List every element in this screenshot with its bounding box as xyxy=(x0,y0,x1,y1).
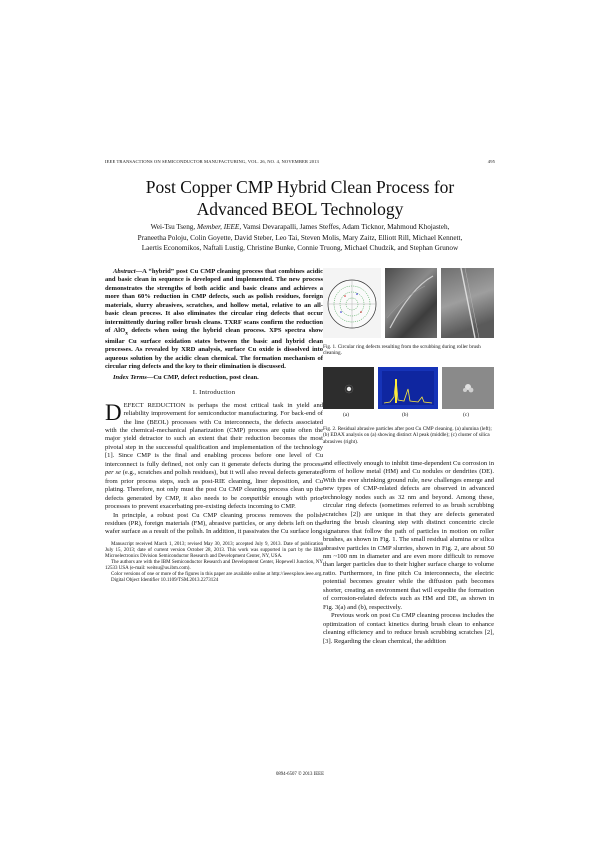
intro-p1-italic: per se xyxy=(105,469,121,477)
intro-paragraph-2: In principle, a robust post Cu CMP cleaning process removes the polish residues (PR), foreign materials (FM), abrasive particles, or any debris left on the wafer surface as a result of the polish. In addition, it passivates the Cu surface long xyxy=(105,511,323,536)
intro-p1-b: (e.g., scratches and polish residues), but it will also reveal defects generated from prior process steps, such as post-RIE cleaning, liner deposition, and Cu plating. Therefore, not only must the post Cu CMP cleaning process clean up the defects generated by CMP, it also needs to be xyxy=(105,469,323,502)
index-terms xyxy=(105,374,323,382)
index-terms-label: Index Terms xyxy=(113,373,147,381)
abstract xyxy=(105,268,323,372)
panel-label-b: (b) xyxy=(402,412,409,418)
index-terms-text: —Cu CMP, defect reduction, post clean. xyxy=(146,373,259,381)
figure-2-caption: Fig. 2. Residual abrasive particles after post Cu CMP cleaning. (a) alumina (left); (b) EDAX analysis on (a) showing distinct Al peak (middle); (c) cluster of silica abrasives (right). xyxy=(323,426,492,445)
panel-label-c: (c) xyxy=(463,412,469,418)
silica-cluster-image xyxy=(442,367,494,409)
member-grade: Member, IEEE xyxy=(197,223,240,231)
figure-2 xyxy=(323,367,494,410)
sem-image-scratch xyxy=(441,268,494,338)
authors-line-1-rest: , Vamsi Devarapalli, James Steffes, Adam Ticknor, Mahmoud Khojasteh, xyxy=(239,223,450,231)
figure-1 xyxy=(323,268,494,340)
abstract-subscript: x xyxy=(125,330,128,337)
authors-line-2: Praneetha Poloju, Colin Goyette, David Steber, Leo Tai, Steven Molis, Mary Zaitz, Elliott Rill, Michael Kennett, xyxy=(137,233,463,242)
drop-cap: D xyxy=(105,399,122,425)
title-line-1: Post Copper CMP Hybrid Clean Process for xyxy=(145,177,455,197)
authors-line-1 xyxy=(70,222,530,233)
left-column xyxy=(105,268,323,585)
right-column xyxy=(323,460,494,646)
intro-paragraph-1 xyxy=(105,399,323,512)
paper-title xyxy=(80,176,520,220)
panel-label-a: (a) xyxy=(343,412,349,418)
authors-line-3: Laertis Economikos, Naftali Lustig, Christine Bunke, Connie Truong, Michael Chudzik, and Stephan Grunow xyxy=(141,244,459,252)
figure-1-caption: Fig. 1. Circular ring defects resulting from the scrubbing during roller brush cleaning. xyxy=(323,344,481,357)
intro-p1-italic-2: compatible xyxy=(237,494,270,502)
right-paragraph-1: and effectively enough to inhibit time-dependent Cu corrosion in form of hollow metal (HM) and Cu nodules or dendrites (DE). With the ever shrinking ground rule, new challenges emerge and new types of CMP-related defects are observed in advanced technology nodes such as 32 nm and beyond. Among these, circular ring defects (sometimes referred to as brush scrubbing scratches [2]) are unique in that they are defects generated during the brush cleaning step with distinct concentric circle signatures that follow the path of particles in motion on roller brushes, as shown in Fig. 1. The small residual alumina or silica abrasive particles in CMP slurries, shown in Fig. 2, are about 50 nm ~100 nm in diameter and are even more difficult to remove than larger particles due to their higher surface charge to volume ratio. Furthermore, in fine pitch Cu interconnects, the electric potential becomes greater while the diffusion path becomes shorter, creating an environment that will expedite the formation of corrosion-related defects such as HM and DE, as shown in Fig. 3(a) and (b), respectively. xyxy=(323,460,494,611)
footnote-manuscript: Manuscript received March 1, 2013; revised May 30, 2013; accepted July 9, 2013. Date of publication July 15, 2013; date of current version October 28, 2013. This work was supported in part by the IBM Microelectronics Division Semiconductor Research and Development Center, NY, USA. xyxy=(105,541,323,560)
title-line-2: Advanced BEOL Technology xyxy=(196,199,404,219)
intro-p1-c: enough with prior processes to prevent exacerbating pre-existing defects incoming to CMP. xyxy=(105,494,323,511)
journal-citation: IEEE TRANSACTIONS ON SEMICONDUCTOR MANUFACTURING, VOL. 26, NO. 4, NOVEMBER 2013 xyxy=(105,159,319,164)
copyright-line: 0894-6507 © 2013 IEEE xyxy=(275,772,324,777)
footnotes xyxy=(105,541,323,585)
page-number: 495 xyxy=(487,159,495,164)
intro-p1-a: EFECT REDUCTION is perhaps the most critical task in yield and reliability improvement for semiconductor manufacturing. For back-end of the line (BEOL) processes with Cu interconnects, the defects associated with the chemical-mechanical planarization (CMP) process are quite often the major yield detractor to such an extent that their reduction becomes the most pivotal step in the successful qualification and implementation of the technology [1]. Since CMP is the final and enabling process before one level of Cu interconnect is fully defined, not only can it generate defects during the process xyxy=(105,401,323,468)
wafer-defect-map-image xyxy=(323,268,381,338)
right-paragraph-2: Previous work on post Cu CMP cleaning process includes the optimization of contact kinetics during brush clean to enhance cleaning efficiency and to reduce brush scrubbing scratches [2], [3]. Regarding the clean chemical, the addition xyxy=(323,612,494,645)
alumina-particle-image xyxy=(323,367,374,409)
edax-spectrum-image xyxy=(378,367,438,409)
footnote-doi: Digital Object Identifier 10.1109/TSM.2013.2273124 xyxy=(111,578,219,584)
abstract-text: —A “hybrid” post Cu CMP cleaning process that combines acidic and basic clean in sequence is developed and implemented. The new process demonstrates the strengths of both acidic and basic cleans and achieves a more than 60% reduction in CMP defects, such as polish residues, foreign materials, slurry abrasives, scratches, and hollow metal, relative to an all-basic clean process. It also eliminates the circular ring defects that occur intermittently during roller brush cleans. TXRF scans confirm the reduction of AlO xyxy=(105,268,323,335)
footnote-color: Color versions of one or more of the figures in this paper are available online at http://ieeexplore.ieee.org. xyxy=(111,572,323,578)
section-heading-introduction: I. Introduction xyxy=(192,389,236,397)
author-first: Wei-Tsu Tseng, xyxy=(150,223,196,231)
author-list xyxy=(70,222,530,254)
abstract-text-cont: defects when using the hybrid clean process. XPS spectra show similar Cu surface oxidation states between the basic and hybrid clean processes. As revealed by XRD analysis, surface Cu oxide is dissolved into aqueous solution by the acidic clean chemical. The formation mechanism of circular ring defects and the key to their elimination is discussed. xyxy=(105,327,323,371)
running-header xyxy=(105,159,495,164)
footnote-affiliation: The authors are with the IBM Semiconductor Research and Development Center, Hopewell Junction, NY 12533 USA (e-mail: weitsu@us.ibm.com). xyxy=(105,560,323,572)
abstract-label: Abstract xyxy=(113,268,136,275)
figure-2-panel-labels xyxy=(323,412,494,420)
sem-image-ring-defect xyxy=(385,268,437,338)
